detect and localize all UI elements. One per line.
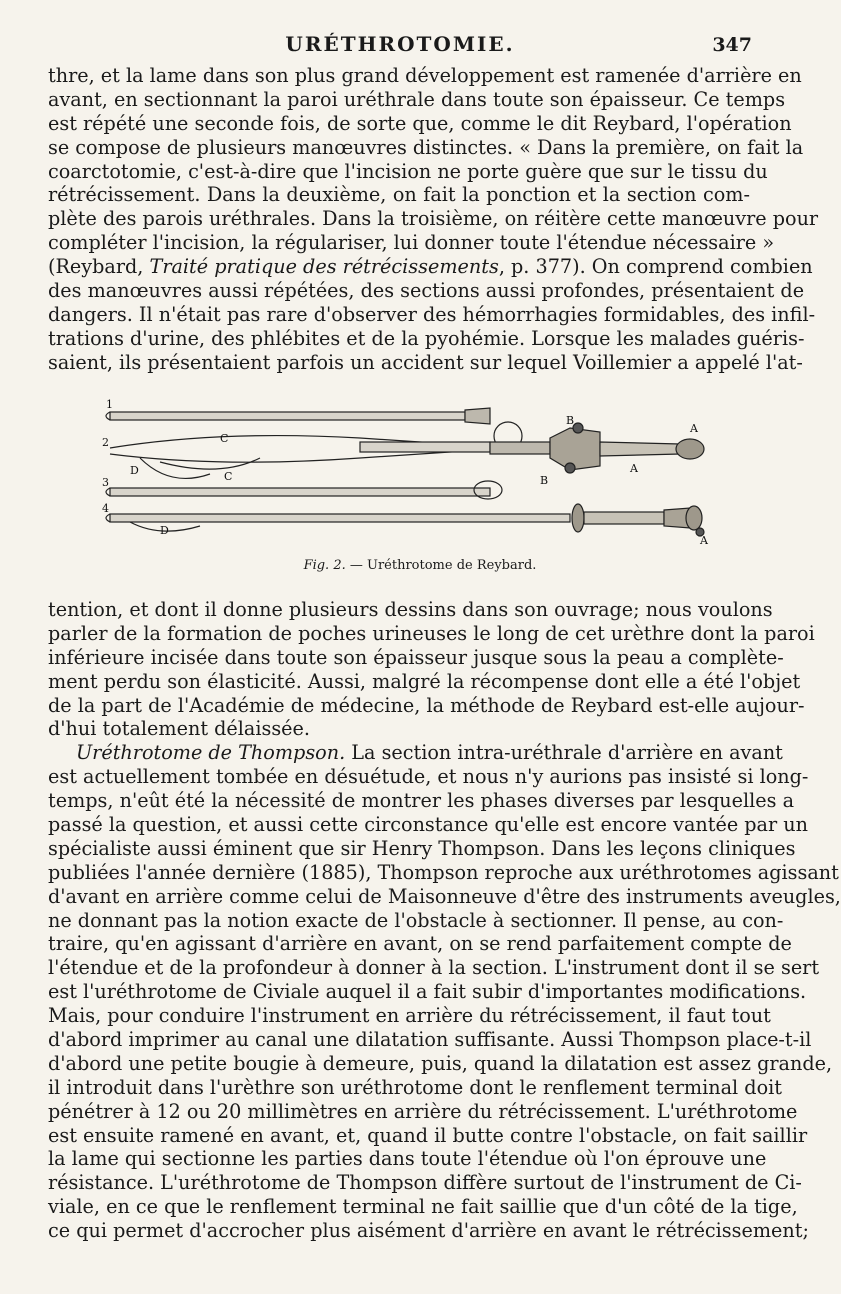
- text-line: il introduit dans l'urèthre son uréthrotome dont le renflement terminal doit: [48, 1075, 782, 1099]
- text-line: est répété une seconde fois, de sorte que, comme le dit Reybard, l'opération: [48, 111, 792, 135]
- label-a-2: A: [630, 462, 638, 475]
- text-line: traire, qu'en agissant d'arrière en avant, on se rend parfaitement compte de: [48, 932, 792, 956]
- text-line: rétrécissement. Dans la deuxième, on fait la ponction et la section com-: [48, 183, 750, 207]
- label-d: D: [130, 464, 139, 477]
- text-line: ne donnant pas la notion exacte de l'obstacle à sectionner. Il pense, au con-: [48, 908, 784, 932]
- figure-caption-text: — Uréthrotome de Reybard.: [345, 558, 537, 573]
- label-n3: 3: [102, 476, 109, 489]
- text-line: passé la question, et aussi cette circonstance qu'elle est encore vantée par un: [48, 813, 808, 837]
- text-line: publiées l'année dernière (1885), Thompson reproche aux uréthrotomes agissant: [48, 860, 839, 884]
- text-line: de la part de l'Académie de médecine, la méthode de Reybard est-elle aujour-: [48, 693, 805, 717]
- paragraph-reybard: [48, 64, 819, 375]
- text-line: coarctotomie, c'est-à-dire que l'incision ne porte guère que sur le tissu du: [48, 159, 768, 183]
- citation-after: , p. 377). On comprend combien: [498, 255, 813, 279]
- text-line: dangers. Il n'était pas rare d'observer des hémorrhagies formidables, des infil-: [48, 302, 816, 326]
- figure-urethrotome-reybard: [100, 398, 740, 576]
- text-line: est actuellement tombée en désuétude, et nous n'y aurions pas insisté si long-: [48, 765, 809, 789]
- label-a-3: A: [700, 534, 708, 547]
- instrument-3-shaft: [110, 488, 490, 496]
- label-c-2: C: [224, 470, 233, 483]
- text-line: compléter l'incision, la régulariser, lui donner toute l'étendue nécessaire »: [48, 231, 775, 255]
- text-line: des manœuvres aussi répétées, des sections aussi profondes, présentaient de: [48, 279, 805, 303]
- text-line: plète des parois uréthrales. Dans la troisième, on réitère cette manœuvre pour: [48, 207, 819, 231]
- text-line: résistance. L'uréthrotome de Thompson diffère surtout de l'instrument de Ci-: [48, 1171, 802, 1195]
- label-a: A: [690, 422, 698, 435]
- text-line: parler de la formation de poches urineuses le long de cet urèthre dont la paroi: [48, 621, 815, 645]
- text-line: d'abord imprimer au canal une dilatation suffisante. Aussi Thompson place-t-il: [48, 1028, 812, 1052]
- text-line: la lame qui sectionne les parties dans toute l'étendue où l'on éprouve une: [48, 1147, 767, 1171]
- label-n4: 4: [102, 502, 109, 515]
- instrument-2-handle: [550, 428, 600, 470]
- text-line: l'étendue et de la profondeur à donner à la section. L'instrument dont il se sert: [48, 956, 820, 980]
- text-line: d'hui totalement délaissée.: [48, 717, 310, 741]
- text-line: spécialiste aussi éminent que sir Henry Thompson. Dans les leçons cliniques: [48, 836, 796, 860]
- label-n2: 2: [102, 436, 109, 449]
- label-c: C: [220, 432, 229, 445]
- text-line: inférieure incisée dans toute son épaisseur jusque sous la peau a complète-: [48, 645, 784, 669]
- label-d-2: D: [160, 524, 169, 537]
- text-line: Mais, pour conduire l'instrument en arrière du rétrécissement, il faut tout: [48, 1004, 771, 1028]
- text-line: tention, et dont il donne plusieurs dessins dans son ouvrage; nous voulons: [48, 598, 773, 621]
- figure-number: Fig. 2.: [303, 558, 346, 573]
- citation-title: Traité pratique des rétrécissements: [149, 255, 499, 279]
- text-line: trations d'urine, des phlébites et de la pyohémie. Lorsque les malades guéris-: [48, 326, 805, 350]
- label-b: B: [566, 414, 575, 427]
- label-n1: 1: [106, 398, 113, 411]
- running-title: URÉTHROTOMIE.: [285, 32, 515, 56]
- text-line: pénétrer à 12 ou 20 millimètres en arrière du rétrécissement. L'uréthrotome: [48, 1099, 798, 1123]
- page-header: [48, 32, 752, 62]
- text-line: est l'uréthrotome de Civiale auquel il a fait subir d'importantes modifications.: [48, 980, 807, 1004]
- section-heading-thompson: Uréthrotome de Thompson.: [76, 741, 346, 765]
- urethrotome-engraving: [100, 398, 740, 558]
- figure-caption: [100, 558, 740, 573]
- citation-line: [48, 255, 813, 279]
- instrument-1-shaft: [110, 412, 465, 420]
- page-number: 347: [712, 34, 752, 56]
- text-line: thre, et la lame dans son plus grand développement est ramenée d'arrière en: [48, 64, 802, 87]
- paragraph-continuation: [48, 598, 841, 1243]
- citation-before: (Reybard,: [48, 255, 150, 279]
- text-line: saient, ils présentaient parfois un accident sur lequel Voillemier a appelé l'at-: [48, 350, 803, 374]
- text-segment: La section intra-uréthrale d'arrière en avant: [345, 741, 783, 765]
- text-line: avant, en sectionnant la paroi uréthrale dans toute son épaisseur. Ce temps: [48, 87, 786, 111]
- text-line: d'avant en arrière comme celui de Maisonneuve d'être des instruments aveugles,: [48, 884, 841, 908]
- instrument-4-shaft: [110, 514, 570, 522]
- text-line: d'abord une petite bougie à demeure, puis, quand la dilatation est assez grande,: [48, 1051, 833, 1075]
- text-line: est ensuite ramené en avant, et, quand il butte contre l'obstacle, on fait saillir: [48, 1123, 808, 1147]
- text-line: ment perdu son élasticité. Aussi, malgré la récompense dont elle a été l'objet: [48, 669, 801, 693]
- text-line: ce qui permet d'accrocher plus aisément d'arrière en avant le rétrécissement;: [48, 1219, 809, 1243]
- section-heading-line: [48, 741, 783, 765]
- text-line: se compose de plusieurs manœuvres distinctes. « Dans la première, on fait la: [48, 135, 804, 159]
- label-b-2: B: [540, 474, 549, 487]
- text-line: viale, en ce que le renflement terminal ne fait saillie que d'un côté de la tige,: [48, 1195, 798, 1219]
- text-line: temps, n'eût été la nécessité de montrer les phases diverses par lesquelles a: [48, 789, 795, 813]
